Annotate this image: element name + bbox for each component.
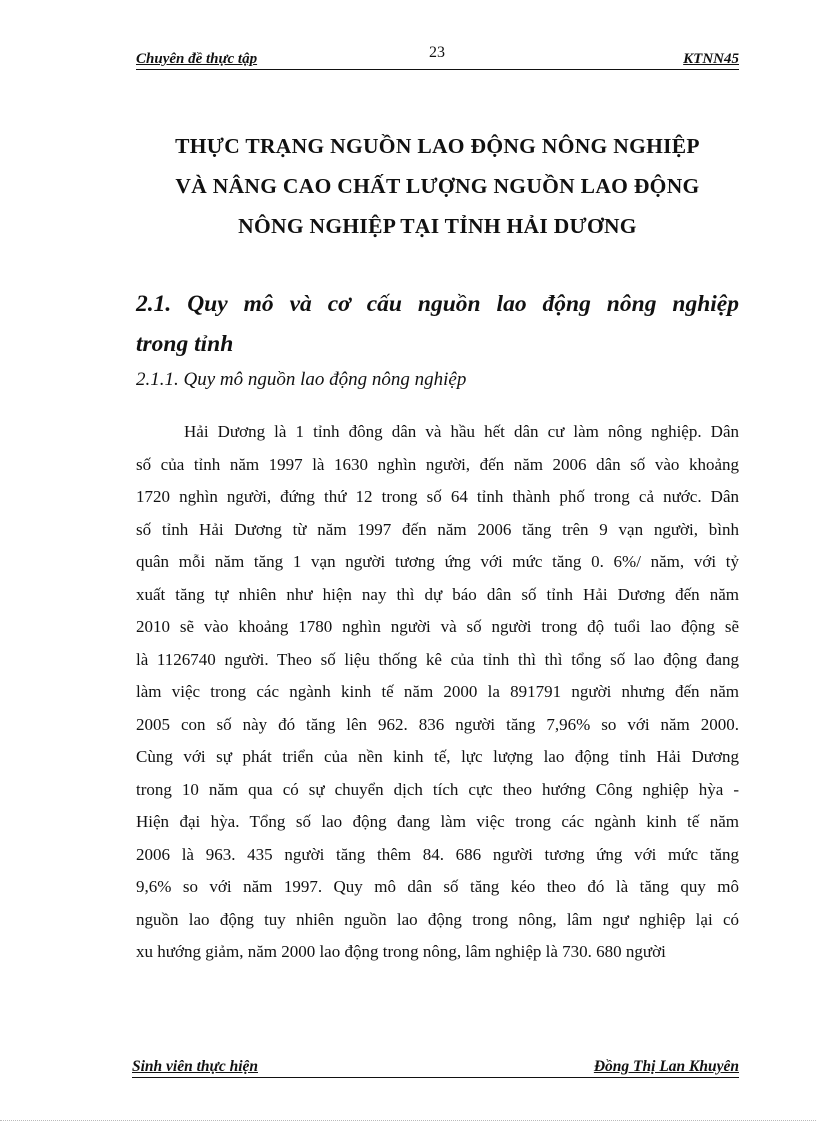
header-rule	[136, 69, 739, 70]
footer-author-label: Sinh viên thực hiện	[132, 1058, 258, 1075]
paragraph-line: 2010 sẽ vào khoảng 1780 nghìn người và số người trong độ tuổi lao động sẽ	[136, 617, 739, 636]
paragraph-line: trong 10 năm qua có sự chuyển dịch tích cực theo hướng Công nghiệp hỳa -	[136, 779, 739, 799]
chapter-title-line: THỰC TRẠNG NGUỒN LAO ĐỘNG NÔNG NGHIỆP	[175, 134, 700, 158]
page-header	[136, 46, 739, 68]
section-heading: 2.1. Quy mô và cơ cấu nguồn lao động nông nghiệp	[136, 291, 739, 317]
page-bottom-dotted-line	[0, 1120, 816, 1121]
paragraph-line: quân mỗi năm tăng 1 vạn người tương ứng với mức tăng 0. 6%/ năm, với tỷ	[136, 552, 739, 571]
paragraph-line: số của tỉnh năm 1997 là 1630 nghìn người, đến năm 2006 dân số vào khoảng	[136, 454, 739, 474]
body-paragraph	[136, 416, 739, 969]
paragraph-line: xu hướng giảm, năm 2000 lao động trong nông, lâm nghiệp là 730. 680 người	[136, 942, 666, 961]
paragraph-line: Hiện đại hỳa. Tổng số lao động đang làm việc trong các ngành kinh tế năm	[136, 812, 739, 831]
paragraph-line: làm việc trong các ngành kinh tế năm 2000 la 891791 người nhưng đến năm	[136, 682, 739, 701]
paragraph-line: xuất tăng tự nhiên như hiện nay thì dự báo dân số tỉnh Hải Dương đến năm	[136, 584, 739, 604]
paragraph-line: 1720 nghìn người, đứng thứ 12 trong số 64 tỉnh thành phố trong cả nước. Dân	[136, 487, 739, 506]
subsection-heading: 2.1.1. Quy mô nguồn lao động nông nghiệp	[136, 369, 467, 390]
page-number: 23	[429, 44, 445, 61]
paragraph-line: Hải Dương là 1 tỉnh đông dân và hầu hết dân cư làm nông nghiệp. Dân	[184, 422, 739, 441]
paragraph-line: số tỉnh Hải Dương từ năm 1997 đến năm 2006 tăng trên 9 vạn người, bình	[136, 519, 739, 539]
section-heading-continued: trong tỉnh	[136, 331, 234, 357]
paragraph-line: 9,6% so với năm 1997. Quy mô dân số tăng kéo theo đó là tăng quy mô	[136, 877, 739, 896]
paragraph-line: là 1126740 người. Theo số liệu thống kê của tỉnh thì thì tổng số lao động đang	[136, 649, 739, 669]
footer-rule	[132, 1077, 739, 1078]
chapter-title-line: VÀ NÂNG CAO CHẤT LƯỢNG NGUỒN LAO ĐỘNG	[175, 174, 700, 198]
paragraph-line: nguồn lao động tuy nhiên nguồn lao động trong nông, lâm ngư nghiệp lại có	[136, 909, 739, 929]
chapter-title-line: NÔNG NGHIỆP TẠI TỈNH HẢI DƯƠNG	[238, 214, 637, 238]
paragraph-line: 2005 con số này đó tăng lên 962. 836 người tăng 7,96% so với năm 2000.	[136, 714, 739, 734]
header-class-code: KTNN45	[683, 51, 739, 67]
page-footer	[132, 1054, 739, 1076]
header-document-type: Chuyên đề thực tập	[136, 51, 258, 67]
footer-author-name: Đồng Thị Lan Khuyên	[593, 1058, 739, 1075]
paragraph-line: Cùng với sự phát triển của nền kinh tế, lực lượng lao động tỉnh Hải Dương	[136, 747, 739, 766]
paragraph-line: 2006 là 963. 435 người tăng thêm 84. 686 người tương ứng với mức tăng	[136, 844, 739, 864]
chapter-title	[136, 126, 739, 246]
